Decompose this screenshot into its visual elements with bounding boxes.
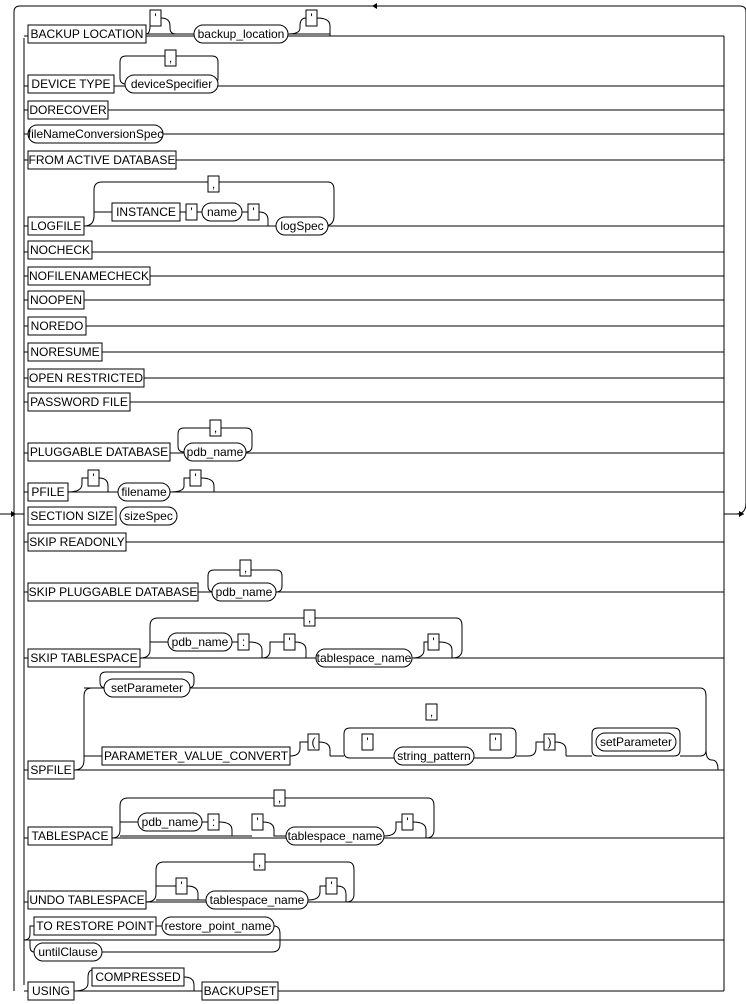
node-label: SECTION SIZE bbox=[30, 509, 114, 523]
node-label: name bbox=[206, 205, 238, 219]
keyword-compressed bbox=[92, 968, 184, 986]
keyword-logfile bbox=[28, 217, 84, 235]
node-label: NOCHECK bbox=[29, 243, 91, 257]
node-label: ' bbox=[92, 471, 95, 485]
node-label: NOFILENAMECHECK bbox=[28, 269, 150, 283]
node-label: INSTANCE bbox=[116, 205, 176, 219]
node-label: ' bbox=[252, 205, 255, 219]
symbol-sym bbox=[254, 854, 265, 870]
node-label: pdb_name bbox=[141, 815, 199, 829]
rail-line bbox=[161, 18, 194, 34]
node-label: PARAMETER_VALUE_CONVERT bbox=[103, 749, 289, 763]
node-label: USING bbox=[31, 984, 71, 998]
rail-line bbox=[528, 742, 544, 756]
rail-line bbox=[146, 26, 150, 34]
nonterminal-pdb-name bbox=[212, 583, 276, 601]
rail-line bbox=[295, 642, 316, 658]
nonterminal-untilclause bbox=[34, 943, 102, 961]
rail-line bbox=[680, 750, 706, 756]
node-label: PLUGGABLE DATABASE bbox=[29, 445, 169, 459]
nonterminal-tablespace-name bbox=[316, 649, 412, 667]
rail-line bbox=[308, 886, 326, 900]
arrow-left-icon bbox=[372, 3, 377, 9]
keyword-using bbox=[28, 982, 74, 1000]
node-label: ' bbox=[366, 735, 369, 749]
diagram-nodes bbox=[11, 3, 744, 1000]
rail-line bbox=[219, 822, 232, 836]
node-label: : bbox=[211, 815, 216, 829]
symbol-sym bbox=[238, 634, 249, 650]
symbol-sym bbox=[274, 790, 285, 806]
node-label: ) bbox=[547, 735, 552, 749]
rail-line bbox=[170, 478, 190, 492]
symbol-sym bbox=[426, 704, 437, 720]
keyword-dorecover bbox=[28, 101, 108, 119]
rail-line bbox=[337, 886, 346, 902]
rail-line bbox=[274, 926, 280, 940]
keyword-to-restore-point bbox=[34, 917, 156, 935]
node-label: : bbox=[241, 635, 246, 649]
symbol-sym bbox=[240, 560, 251, 576]
keyword-nocheck bbox=[28, 241, 92, 259]
node-label: setParameter bbox=[110, 681, 184, 695]
node-label: , bbox=[429, 705, 434, 719]
keyword-backupset bbox=[202, 982, 278, 1000]
nonterminal-restore-point-name bbox=[162, 917, 274, 935]
keyword-nofilenamecheck bbox=[28, 267, 150, 285]
rail-line bbox=[319, 742, 330, 756]
keyword-section-size bbox=[28, 507, 116, 525]
node-label: COMPRESSED bbox=[95, 970, 181, 984]
symbol-sym bbox=[252, 814, 263, 830]
node-label: pdb_name bbox=[186, 445, 244, 459]
nonterminal-tablespace-name bbox=[206, 891, 308, 909]
symbol-sym bbox=[306, 10, 317, 26]
node-label: , bbox=[243, 561, 248, 575]
keyword-noresume bbox=[28, 343, 102, 361]
node-label: NORESUME bbox=[30, 345, 100, 359]
rail-line bbox=[317, 18, 330, 36]
nonterminal-filenameconversionspec bbox=[28, 125, 163, 143]
node-label: DEVICE TYPE bbox=[31, 77, 111, 91]
keyword-password-file bbox=[28, 393, 130, 411]
node-label: , bbox=[257, 855, 262, 869]
rail-line bbox=[555, 742, 566, 756]
symbol-sym bbox=[208, 176, 219, 192]
node-label: SKIP PLUGGABLE DATABASE bbox=[28, 585, 198, 599]
rail-line bbox=[412, 642, 428, 658]
node-label: ' bbox=[494, 735, 497, 749]
node-label: tablespace_name bbox=[209, 893, 305, 907]
node-label: PASSWORD FILE bbox=[30, 395, 128, 409]
rail-line bbox=[259, 212, 276, 226]
node-label: TABLESPACE bbox=[31, 829, 109, 843]
node-label: SPFILE bbox=[30, 763, 72, 777]
node-label: ' bbox=[288, 635, 291, 649]
node-label: TO RESTORE POINT bbox=[36, 919, 154, 933]
keyword-skip-pluggable-database bbox=[28, 583, 198, 601]
node-label: ' bbox=[190, 205, 193, 219]
node-label: ' bbox=[194, 471, 197, 485]
node-label: DORECOVER bbox=[29, 103, 107, 117]
rail-line bbox=[24, 926, 34, 940]
rail-line bbox=[263, 822, 286, 836]
symbol-sym bbox=[402, 814, 413, 830]
node-label: ' bbox=[310, 11, 313, 25]
rail-line bbox=[99, 478, 118, 492]
symbol-sym bbox=[308, 734, 319, 750]
keyword-device-type bbox=[28, 75, 114, 93]
symbol-sym bbox=[186, 204, 197, 220]
node-label: setParameter bbox=[599, 735, 673, 749]
node-label: , bbox=[168, 51, 173, 65]
rail-line bbox=[290, 742, 308, 756]
node-label: SKIP READONLY bbox=[29, 535, 125, 549]
node-label: backup_location bbox=[197, 27, 285, 41]
node-label: untilClause bbox=[38, 945, 98, 959]
nonterminal-setparameter bbox=[596, 733, 676, 751]
symbol-sym bbox=[190, 470, 201, 486]
nonterminal-setparameter bbox=[104, 679, 190, 697]
rail-line bbox=[249, 642, 262, 658]
node-label: ' bbox=[432, 635, 435, 649]
nonterminal-logspec bbox=[276, 217, 328, 235]
rail-line bbox=[102, 940, 280, 952]
keyword-noopen bbox=[28, 291, 84, 309]
rail-line bbox=[288, 18, 306, 34]
keyword-tablespace bbox=[28, 827, 112, 845]
node-label: LOGFILE bbox=[30, 219, 82, 233]
node-label: SKIP TABLESPACE bbox=[30, 651, 138, 665]
node-label: BACKUP LOCATION bbox=[30, 27, 144, 41]
rail-line bbox=[262, 642, 284, 658]
node-label: tablespace_name bbox=[316, 651, 412, 665]
nonterminal-sizespec bbox=[120, 507, 177, 525]
nonterminal-backup-location bbox=[194, 25, 288, 43]
nonterminal-pdb-name bbox=[168, 633, 232, 651]
keyword-undo-tablespace bbox=[28, 891, 146, 909]
node-label: tablespace_name bbox=[287, 829, 383, 843]
keyword-skip-readonly bbox=[28, 533, 126, 551]
rail-line bbox=[201, 478, 214, 492]
nonterminal-name bbox=[202, 203, 242, 221]
keyword-open-restricted bbox=[28, 369, 144, 387]
symbol-sym bbox=[176, 878, 187, 894]
rail-line bbox=[184, 977, 194, 991]
rail-line bbox=[187, 886, 206, 900]
node-label: ' bbox=[180, 879, 183, 893]
rail-line bbox=[439, 642, 452, 658]
nonterminal-pdb-name bbox=[184, 443, 246, 461]
node-label: ' bbox=[256, 815, 259, 829]
symbol-sym bbox=[210, 420, 221, 436]
node-label: PFILE bbox=[31, 485, 65, 499]
rail-line bbox=[413, 822, 426, 838]
node-label: UNDO TABLESPACE bbox=[29, 893, 145, 907]
rail-line bbox=[30, 940, 34, 952]
symbol-sym bbox=[544, 734, 555, 750]
nonterminal-devicespecifier bbox=[125, 75, 218, 93]
rail-line bbox=[68, 478, 88, 492]
node-label: string_pattern bbox=[397, 749, 471, 763]
node-label: NOREDO bbox=[30, 319, 84, 333]
nonterminal-filename bbox=[118, 483, 170, 501]
keyword-noredo bbox=[28, 317, 86, 335]
symbol-sym bbox=[428, 634, 439, 650]
symbol-sym bbox=[304, 610, 315, 626]
keyword-pfile bbox=[28, 483, 68, 501]
symbol-sym bbox=[284, 634, 295, 650]
symbol-sym bbox=[362, 734, 373, 750]
node-label: pdb_name bbox=[171, 635, 229, 649]
rail-line bbox=[14, 6, 746, 514]
keyword-spfile bbox=[28, 761, 74, 779]
node-label: filename bbox=[121, 485, 167, 499]
node-label: , bbox=[213, 421, 218, 435]
symbol-sym bbox=[208, 814, 219, 830]
keyword-instance bbox=[112, 203, 180, 221]
keyword-pluggable-database bbox=[28, 443, 170, 461]
symbol-sym bbox=[88, 470, 99, 486]
node-label: restore_point_name bbox=[164, 919, 272, 933]
node-label: , bbox=[277, 791, 282, 805]
node-label: sizeSpec bbox=[124, 509, 173, 523]
keyword-skip-tablespace bbox=[28, 649, 140, 667]
node-label: NOOPEN bbox=[29, 293, 83, 307]
node-label: deviceSpecifier bbox=[130, 77, 213, 91]
keyword-backup-location bbox=[28, 25, 146, 43]
symbol-sym bbox=[165, 50, 176, 66]
symbol-sym bbox=[490, 734, 501, 750]
node-label: BACKUPSET bbox=[203, 984, 277, 998]
node-label: ( bbox=[311, 735, 316, 749]
nonterminal-tablespace-name bbox=[286, 827, 384, 845]
symbol-sym bbox=[326, 878, 337, 894]
rail-line bbox=[384, 822, 402, 836]
nonterminal-pdb-name bbox=[138, 813, 202, 831]
symbol-sym bbox=[248, 204, 259, 220]
symbol-sym bbox=[150, 10, 161, 26]
node-label: logSpec bbox=[280, 219, 324, 233]
node-label: FROM ACTIVE DATABASE bbox=[28, 153, 176, 167]
keyword-from-active-database bbox=[28, 151, 176, 169]
node-label: ' bbox=[330, 879, 333, 893]
node-label: fileNameConversionSpec bbox=[27, 127, 164, 141]
keyword-parameter-value-convert bbox=[102, 747, 290, 765]
node-label: , bbox=[211, 177, 216, 191]
nonterminal-string-pattern bbox=[394, 747, 474, 765]
node-label: ' bbox=[154, 11, 157, 25]
node-label: pdb_name bbox=[215, 585, 273, 599]
node-label: , bbox=[307, 611, 312, 625]
node-label: OPEN RESTRICTED bbox=[28, 371, 144, 385]
node-label: ' bbox=[406, 815, 409, 829]
